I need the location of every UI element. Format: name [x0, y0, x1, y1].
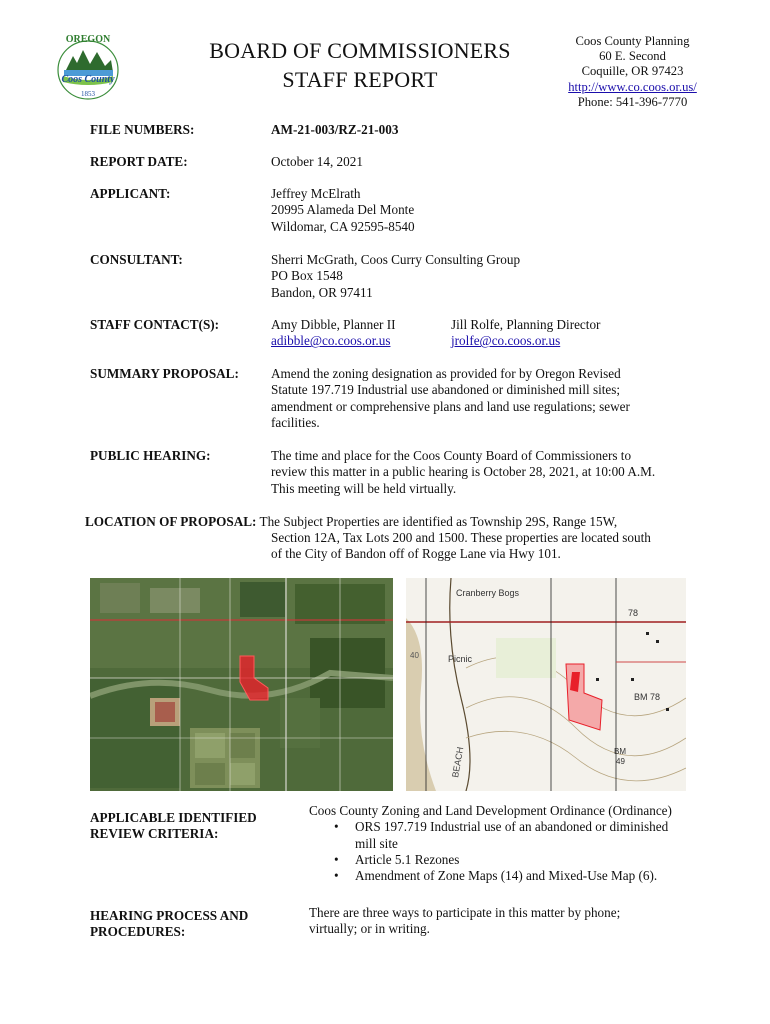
office-website-link[interactable]: http://www.co.coos.or.us/ [568, 79, 697, 94]
staff-contact-2-name: Jill Rolfe, Planning Director [451, 317, 601, 332]
report-date-label: REPORT DATE: [90, 154, 188, 169]
consultant-name: Sherri McGrath, Coos Curry Consulting Group [271, 252, 521, 267]
consultant-pobox: PO Box 1548 [271, 268, 343, 284]
staff-contact-2 [451, 317, 671, 350]
applicant-name: Jeffrey McElrath [271, 186, 361, 201]
staff-contacts-label: STAFF CONTACT(S): [90, 317, 220, 332]
topo-label-bm78: BM 78 [634, 692, 661, 702]
summary-line-1: Amend the zoning designation as provided for by Oregon Revised [271, 366, 621, 381]
topographic-map-image [406, 578, 686, 791]
criteria-list [309, 819, 709, 884]
criteria-item-2 [309, 852, 709, 868]
location-first-line [85, 514, 617, 530]
criteria-label-line-2: REVIEW CRITERIA: [90, 826, 219, 842]
file-numbers-label: FILE NUMBERS: [90, 122, 195, 137]
summary-line-2: Statute 197.719 Industrial use abandoned or diminished mill sites; [271, 382, 621, 398]
staff-contact-1-email-link[interactable]: adibble@co.coos.or.us [271, 333, 391, 349]
topo-label-49: 49 [616, 757, 625, 766]
staff-contact-1-name: Amy Dibble, Planner II [271, 317, 396, 332]
hearing-process-text [309, 905, 709, 938]
hearing-process-label-line-1: HEARING PROCESS AND [90, 908, 249, 923]
process-line-1: There are three ways to participate in this matter by phone; [309, 905, 621, 920]
hearing-process-label [90, 908, 248, 941]
staff-contact-2-email-link[interactable]: jrolfe@co.coos.or.us [451, 333, 561, 349]
report-title [185, 36, 535, 94]
criteria-item-2-line-1: Article 5.1 Rezones [355, 851, 460, 867]
applicant-label: APPLICANT: [90, 186, 171, 201]
criteria-item-1-line-2: mill site [355, 835, 398, 851]
topo-label-beach: BEACH [450, 746, 466, 779]
topo-label-40: 40 [410, 651, 419, 660]
summary-line-3: amendment or comprehensive plans and land use regulations; sewer [271, 398, 630, 414]
applicant-street: 20995 Alameda Del Monte [271, 202, 415, 218]
location-label: LOCATION OF PROPOSAL: [85, 514, 257, 529]
criteria-label [90, 810, 257, 843]
hearing-line-1: The time and place for the Coos County Board of Commissioners to [271, 448, 632, 463]
topo-label-bm: BM [614, 747, 626, 756]
bullet-icon: • [334, 851, 339, 867]
criteria-item-1 [309, 819, 709, 852]
hearing-line-3: This meeting will be held virtually. [271, 480, 457, 496]
title-line-2: STAFF REPORT [282, 67, 438, 92]
hearing-process-label-line-2: PROCEDURES: [90, 924, 186, 940]
consultant-label: CONSULTANT: [90, 252, 183, 267]
location-line-2: Section 12A, Tax Lots 200 and 1500. These properties are located south [271, 530, 651, 545]
bullet-icon: • [334, 868, 339, 884]
hearing-line-2: review this matter in a public hearing is October 28, 2021, at 10:00 A.M. [271, 464, 656, 480]
criteria-label-line-1: APPLICABLE IDENTIFIED [90, 810, 257, 825]
process-line-2: virtually; or in writing. [309, 921, 430, 937]
criteria-text [309, 803, 709, 884]
public-hearing-text [271, 448, 701, 497]
aerial-map-image [90, 578, 393, 791]
criteria-intro: Coos County Zoning and Land Development Ordinance (Ordinance) [309, 803, 672, 818]
logo-top-text: OREGON [65, 34, 111, 45]
summary-proposal-label: SUMMARY PROPOSAL: [90, 366, 239, 381]
consultant-value [271, 252, 701, 301]
file-numbers-value: AM-21-003/RZ-21-003 [271, 122, 399, 137]
logo-bottom-text: 1853 [81, 90, 95, 98]
bullet-icon: • [334, 819, 339, 835]
office-name: Coos County Planning [575, 34, 690, 48]
location-text [271, 530, 701, 563]
applicant-value [271, 186, 701, 235]
public-hearing-label: PUBLIC HEARING: [90, 448, 211, 463]
criteria-item-3 [309, 868, 709, 884]
location-line-1: The Subject Properties are identified as Township 29S, Range 15W, [259, 514, 618, 529]
location-line-3: of the City of Bandon off of Rogge Lane via Hwy 101. [271, 546, 561, 562]
consultant-city: Bandon, OR 97411 [271, 284, 373, 300]
office-address [560, 34, 705, 110]
office-phone: Phone: 541-396-7770 [577, 94, 688, 109]
report-date-value: October 14, 2021 [271, 154, 363, 169]
title-line-1: BOARD OF COMMISSIONERS [209, 38, 511, 63]
summary-proposal-text [271, 366, 701, 431]
logo-mid-text: Coos County [61, 74, 115, 85]
staff-contact-1 [271, 317, 451, 350]
applicant-city: Wildomar, CA 92595-8540 [271, 218, 415, 234]
office-city: Coquille, OR 97423 [581, 64, 684, 79]
office-street: 60 E. Second [599, 49, 666, 64]
topo-label-cranberry: Cranberry Bogs [456, 588, 520, 598]
criteria-item-1-line-1: ORS 197.719 Industrial use of an abandoned or diminished [355, 819, 669, 835]
topo-label-78: 78 [628, 608, 639, 618]
coos-county-logo [55, 30, 121, 102]
criteria-item-3-line-1: Amendment of Zone Maps (14) and Mixed-Use Map (6). [355, 868, 658, 884]
topo-label-picnic: Picnic [448, 654, 473, 664]
summary-line-4: facilities. [271, 414, 320, 430]
